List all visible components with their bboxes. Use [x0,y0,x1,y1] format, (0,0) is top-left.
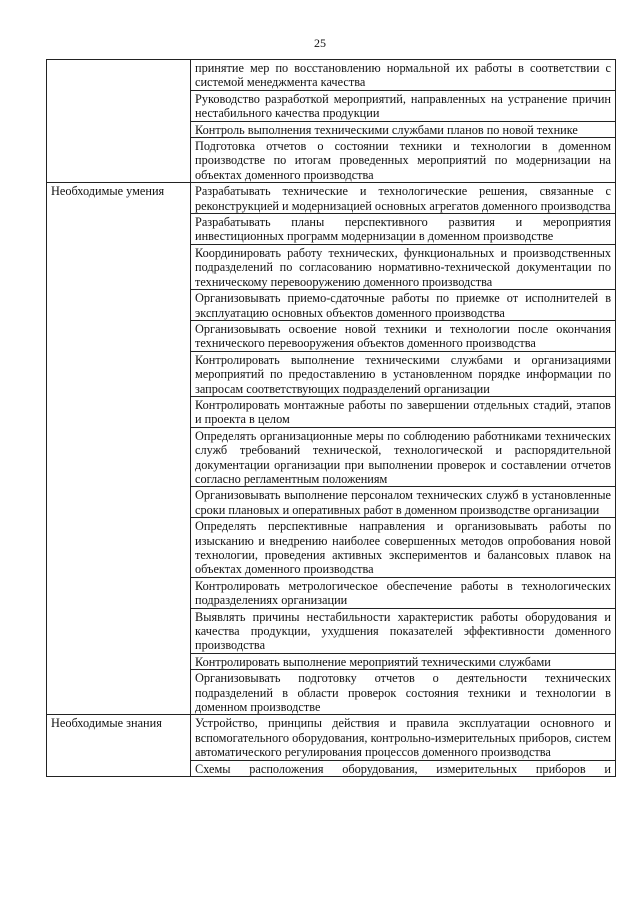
table-cell: Контролировать метрологическое обеспечение работы в технологических подразделениях организации [191,577,616,608]
requirements-table [46,59,616,777]
table-cell: Контролировать выполнение техническими службами и организациями мероприятий по предоставлению в установленном порядке информации по запросам соответствующих подразделений организации [191,351,616,396]
table-cell: Выявлять причины нестабильности характеристик работы оборудования и качества продукции, ухудшения показателей эффективности доменного производства [191,608,616,653]
table-cell: Организовывать приемо-сдаточные работы по приемке от исполнителей в эксплуатацию основных объектов доменного производства [191,290,616,321]
table-cell: Определять организационные меры по соблюдению работниками технических служб требований технической, технологической и распорядительной документации организации при выполнении проверок и составлении отчетов согласно регламентным положениям [191,427,616,487]
table-cell: Координировать работу технических, функциональных и производственных подразделений по согласованию нормативно-технической документации по техническому перевооружению доменного производства [191,244,616,289]
skills-label: Необходимые умения [47,183,191,715]
page-bottom-margin [0,884,640,905]
table-cell: Контроль выполнения техническими службами планов по новой технике [191,121,616,137]
empty-label-cell [47,60,191,183]
page-number: 25 [314,36,326,50]
table-cell: Подготовка отчетов о состоянии техники и технологии в доменном производстве по итогам проведенных мероприятий по модернизации на объектах доменного производства [191,138,616,183]
table-cell: Устройство, принципы действия и правила эксплуатации основного и вспомогательного оборудования, контрольно-измерительных приборов, систем автоматического регулирования процессов доменного производства [191,715,616,760]
table-cell: Разрабатывать технические и технологические решения, связанные с реконструкцией и модернизацией основных агрегатов доменного производства [191,183,616,214]
table-row [47,715,616,760]
knowledge-label: Необходимые знания [47,715,191,777]
table-cell: Контролировать монтажные работы по завершении отдельных стадий, этапов и проекта в целом [191,396,616,427]
table-cell: Определять перспективные направления и организовывать работы по изысканию и внедрению наиболее совершенных методов опробования новой технологии, проведения активных экспериментов и балансовых плавок на объектах доменного производства [191,518,616,578]
table-row [47,183,616,214]
table-cell: Руководство разработкой мероприятий, направленных на устранение причин нестабильного качества продукции [191,90,616,121]
table-row [47,60,616,91]
table-cell: Разрабатывать планы перспективного развития и мероприятия инвестиционных программ модернизации в доменном производстве [191,214,616,245]
table-cell: Организовывать выполнение персоналом технических служб в установленные сроки плановых и оперативных работ в доменном производстве организации [191,487,616,518]
table-cell: Организовывать освоение новой техники и технологии после окончания технического перевооружения объектов доменного производства [191,320,616,351]
table-cell: Организовывать подготовку отчетов о деятельности технических подразделений в области проверок состояния техники и технологии в доменном производстве [191,670,616,715]
table-cell: Контролировать выполнение мероприятий техническими службами [191,653,616,669]
table-cell: принятие мер по восстановлению нормальной их работы в соответствии с системой менеджмента качества [191,60,616,91]
table-cell: Схемы расположения оборудования, измерительных приборов и [191,760,616,776]
